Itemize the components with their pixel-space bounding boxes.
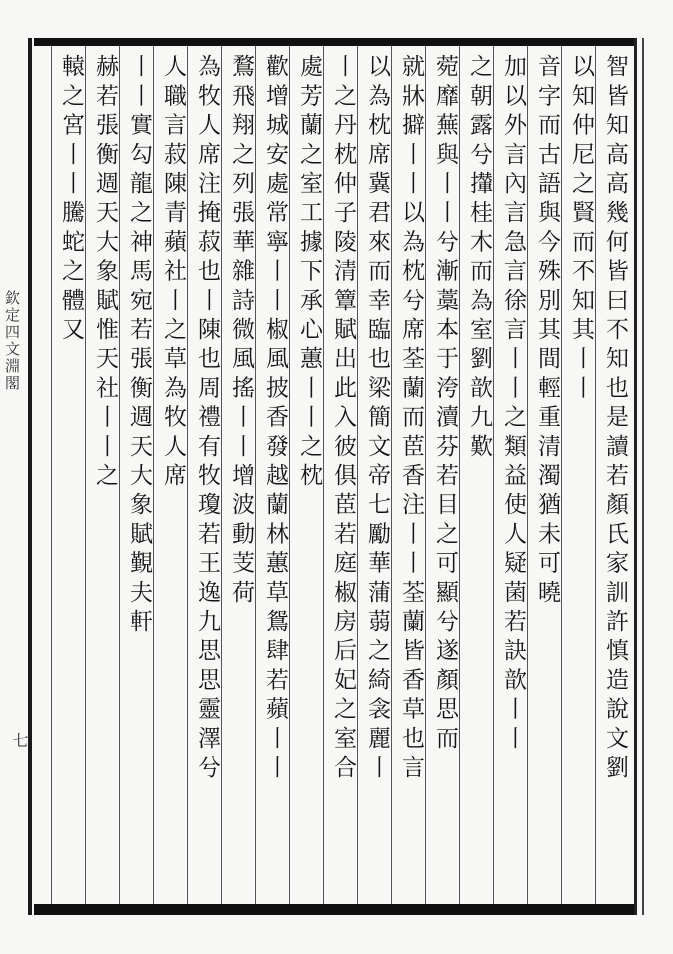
column-rule: [357, 46, 358, 904]
page-number: 七: [10, 732, 29, 748]
text-column: 歡增城安處常寧丨丨椒風披香發越蘭林蕙草鴛肆若蘋丨丨: [262, 54, 288, 784]
text-column: 鶩飛翔之列張華雜詩微風搖丨丨增波動芰荷: [228, 54, 254, 609]
text-column: 赫若張衡週天大象賦惟天社丨丨之: [92, 54, 118, 492]
text-column: 音字而古語與今殊別其間輕重清濁猶未可曉: [534, 54, 560, 609]
column-rule: [187, 46, 188, 904]
frame-bottom-edge: [34, 904, 634, 915]
text-column: 加以外言內言急言徐言丨丨之類益使人疑菌若訣歆丨丨: [500, 54, 526, 755]
column-rule: [289, 46, 290, 904]
margin-title: 欽定四文淵閣: [3, 290, 21, 392]
column-rule: [391, 46, 392, 904]
column-rule: [595, 46, 596, 904]
text-column: 處芳蘭之室工據下承心蕙丨丨之枕: [296, 54, 322, 492]
column-rule: [323, 46, 324, 904]
text-column: 丨丨實勾龍之神馬宛若張衡週天大象賦覲夫軒: [126, 54, 152, 638]
text-column: 丨之丹枕仲子陵清簟賦出此入彼俱茞若庭椒房后妃之室合: [330, 54, 356, 784]
text-column: 轅之宮丨丨騰蛇之體又: [58, 54, 84, 346]
column-rule: [459, 46, 460, 904]
column-rule: [493, 46, 494, 904]
frame-right-border: [642, 38, 644, 915]
column-rule: [425, 46, 426, 904]
text-column: 為牧人席注掩菽也丨陳也周禮有牧瓊若王逸九思思靈澤兮: [194, 54, 220, 784]
text-column: 以知仲尼之賢而不知其丨丨: [568, 54, 594, 405]
text-column: 菀靡蕪與丨丨兮漸藁本于洿瀆芬若目之可顯兮遂顏思而: [432, 54, 458, 755]
column-rule: [561, 46, 562, 904]
column-rule: [51, 46, 52, 904]
text-column: 以為枕席冀君來而幸臨也梁簡文帝七勵華蒲蒻之綺衾麗丨: [364, 54, 390, 784]
column-rule: [255, 46, 256, 904]
text-column: 人職言菽陳青蘋社丨之草為牧人席: [160, 54, 186, 492]
text-column: 智皆知高高幾何皆曰不知也是讀若顏氏家訓許慎造說文劉: [602, 54, 628, 784]
text-column: 就牀擗丨丨以為枕兮席荃蘭而茞香注丨丨荃蘭皆香草也言: [398, 54, 424, 784]
column-rule: [119, 46, 120, 904]
column-rule: [153, 46, 154, 904]
frame-right-edge: [634, 38, 637, 915]
column-rule: [85, 46, 86, 904]
text-column: 之朝露兮攆桂木而為室劉歆九歎: [466, 54, 492, 463]
frame-top-edge: [34, 38, 634, 46]
column-rule: [527, 46, 528, 904]
column-rule: [221, 46, 222, 904]
frame-left-edge: [28, 38, 32, 915]
